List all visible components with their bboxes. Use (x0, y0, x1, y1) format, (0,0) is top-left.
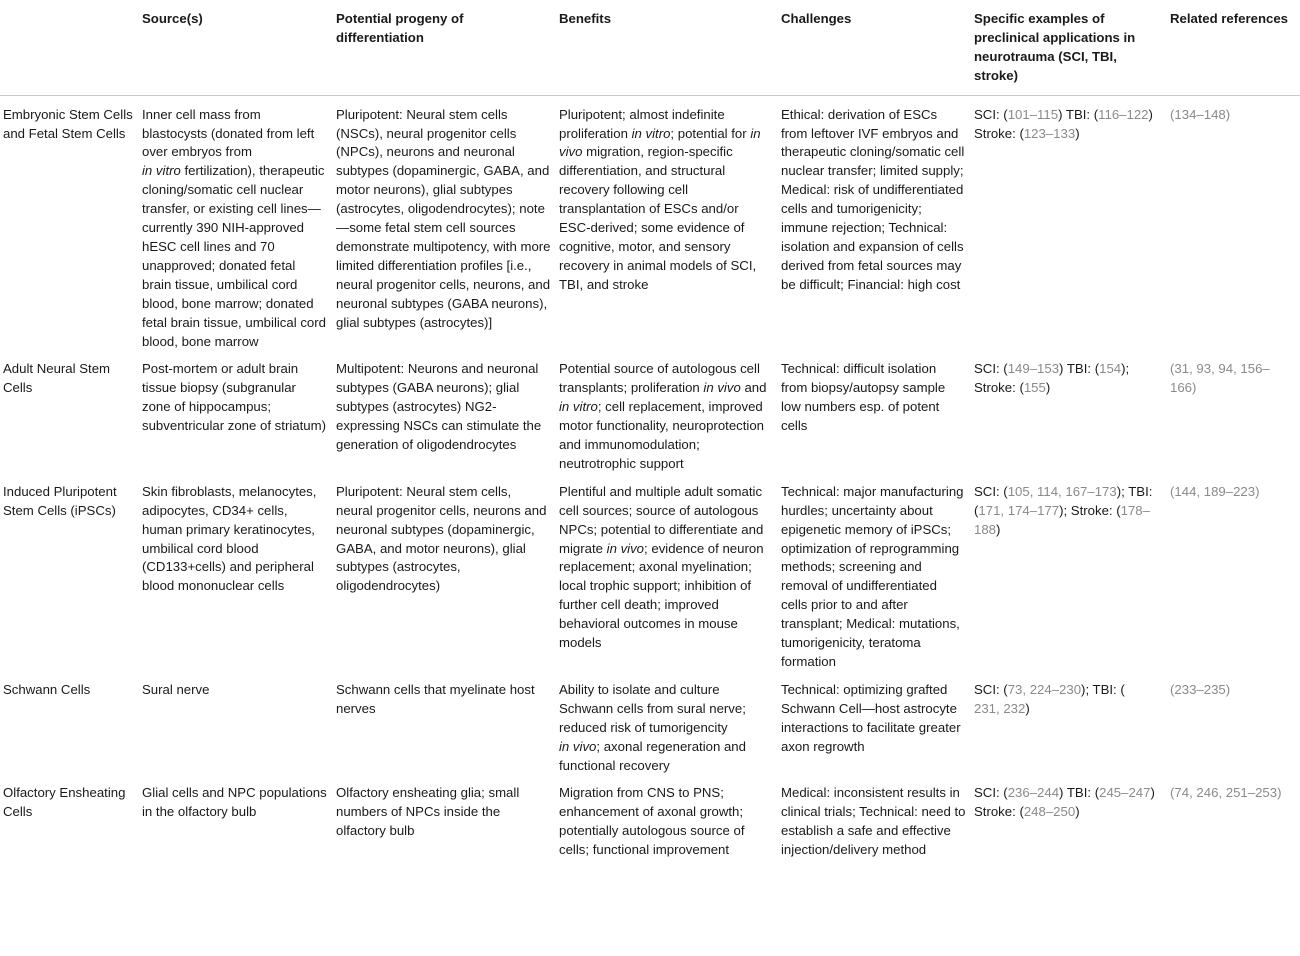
challenges-cell: Technical: difficult isolation from biopsy/autopsy sample low numbers esp. of potent cells (781, 361, 946, 434)
related-references-cell: (144, 189–223) (1170, 483, 1260, 499)
reference-link[interactable]: 149–153 (1007, 361, 1060, 377)
table-row (0, 672, 1300, 776)
cell-type: Adult Neural Stem Cells (3, 361, 111, 396)
reference-link[interactable]: 154 (1099, 361, 1122, 377)
reference-link[interactable]: 178–188 (974, 502, 1150, 537)
related-references-cell: (134–148) (1170, 106, 1231, 122)
reference-link[interactable]: 101–115 (1007, 106, 1059, 122)
benefits-cell: Potential source of autologous cell transplants; proliferation in vivo and in vitro; cell replacement, improved motor functionality, neuroprotection and immunomodulation; neutrotrophic support (559, 361, 767, 471)
reference-link[interactable]: 31, 93, 94, 156–166 (1170, 361, 1270, 396)
reference-link[interactable]: 236–244 (1007, 785, 1060, 801)
benefits-cell: Plentiful and multiple adult somatic cell sources; source of autologous NPCs; potential to differentiate and migrate in vivo; evidence of neuron replacement; axonal myelination; local trophic support; inhibition of further cell death; improved behavioral outcomes in mouse models (559, 483, 764, 651)
reference-link[interactable]: 245–247 (1099, 785, 1151, 801)
reference-link[interactable]: 248–250 (1023, 804, 1076, 820)
reference-link[interactable]: 155 (1023, 380, 1046, 396)
reference-link[interactable]: 144, 189–223 (1174, 483, 1256, 499)
related-references-cell: (74, 246, 251–253) (1170, 785, 1282, 801)
sources-cell: Post-mortem or adult brain tissue biopsy (subgranular zone of hippocampus; subventricular zone of striatum) (142, 361, 326, 434)
cell-type: Olfactory Ensheating Cells (3, 785, 126, 820)
reference-link[interactable]: 171, 174–177 (978, 502, 1060, 518)
challenges-cell: Technical: major manufacturing hurdles; uncertainty about epigenetic memory of iPSCs; optimization of reprogramming methods; screening and removal of undifferentiated cells prior to and after transplant; Medical: mutations, tumorigenicity, teratoma formation (781, 483, 964, 669)
progeny-cell: Schwann cells that myelinate host nerves (336, 681, 535, 716)
sources-cell: Sural nerve (142, 681, 210, 697)
table-row (0, 95, 1300, 351)
reference-link[interactable]: 116–122 (1098, 106, 1149, 122)
reference-link[interactable]: 231, 232 (974, 700, 1026, 716)
examples-cell: SCI: (101–115) TBI: (116–122) Stroke: (123–133) (974, 106, 1153, 141)
header-related-references: Related references (1170, 11, 1289, 26)
table-row (0, 474, 1300, 672)
examples-cell: SCI: (73, 224–230); TBI: ( 231, 232) (974, 681, 1125, 716)
reference-link[interactable]: 123–133 (1023, 125, 1076, 141)
sources-cell: Glial cells and NPC populations in the olfactory bulb (142, 785, 327, 820)
examples-cell: SCI: (149–153) TBI: (154); Stroke: (155) (974, 361, 1130, 396)
examples-cell: SCI: (105, 114, 167–173); TBI: (171, 174–177); Stroke: (178–188) (974, 483, 1153, 537)
table-row (0, 775, 1300, 860)
cell-type: Embryonic Stem Cells and Fetal Stem Cells (3, 106, 133, 141)
table-row (0, 351, 1300, 473)
progeny-cell: Olfactory ensheating glia; small numbers of NPCs inside the olfactory bulb (336, 785, 520, 839)
table-header-row (0, 0, 1300, 95)
header-benefits: Benefits (559, 11, 612, 26)
examples-cell: SCI: (236–244) TBI: (245–247) Stroke: (248–250) (974, 785, 1155, 820)
challenges-cell: Ethical: derivation of ESCs from leftover IVF embryos and therapeutic cloning/somatic cell nuclear transfer; limited supply; Medical: risk of undifferentiated cells and tumorigenicity; immune rejection; Technical: isolation and expansion of cells derived from fetal sources may be difficult; Financial: high cost (781, 106, 965, 292)
sources-cell: Inner cell mass from blastocysts (donated from left over embryos from in vitro fertilization), therapeutic cloning/somatic cell nuclear transfer, or existing cell lines—currently 390 NIH-approved hESC cell lines and 70 unapproved; donated fetal brain tissue, umbilical cord blood, bone marrow; donated fetal brain tissue, umbilical cord blood, bone marrow (142, 106, 326, 349)
benefits-cell: Ability to isolate and culture Schwann cells from sural nerve; reduced risk of tumorigencity in vivo; axonal regeneration and functional recovery (559, 681, 746, 773)
benefits-cell: Migration from CNS to PNS; enhancement of axonal growth; potentially autologous source of cells; functional improvement (559, 785, 745, 858)
reference-link[interactable]: 73, 224–230 (1007, 681, 1082, 697)
progeny-cell: Pluripotent: Neural stem cells (NSCs), neural progenitor cells (NPCs), neurons and neuronal subtypes (dopaminergic, GABA, and motor neurons), glial subtypes (astrocytes, oligodendrocytes); note—some fetal stem cell sources demonstrate multipotency, with more limited differentiation profiles [i.e., neural progenitor cells, neurons, and neuronal subtypes (GABA neurons), glial subtypes (astrocytes)] (336, 106, 551, 330)
progeny-cell: Multipotent: Neurons and neuronal subtypes (GABA neurons); glial subtypes (astrocytes) NG2-expressing NSCs can stimulate the generation of oligodendrocytes (336, 361, 542, 453)
reference-link[interactable]: 74, 246, 251–253 (1174, 785, 1278, 801)
cell-type: Schwann Cells (3, 681, 91, 697)
reference-link[interactable]: 233–235 (1174, 681, 1226, 697)
reference-link[interactable]: 134–148 (1174, 106, 1226, 122)
header-cell-type (0, 0, 138, 95)
related-references-cell: (31, 93, 94, 156–166) (1170, 361, 1270, 396)
benefits-cell: Pluripotent; almost indefinite proliferation in vitro; potential for in vivo migration, region-specific differentiation, and structural recovery following cell transplantation of ESCs and/or ESC-derived; some evidence of cognitive, motor, and sensory recovery in animal models of SCI, TBI, and stroke (559, 106, 761, 292)
sources-cell: Skin fibroblasts, melanocytes, adipocytes, CD34+ cells, human primary keratinocytes, umbilical cord blood (CD133+cells) and peripheral blood mononuclear cells (142, 483, 317, 594)
challenges-cell: Technical: optimizing grafted Schwann Cell—host astrocyte interactions to facilitate greater axon regrowth (781, 681, 961, 754)
header-sources: Source(s) (142, 11, 203, 26)
header-preclinical-examples: Specific examples of preclinical applications in neurotrauma (SCI, TBI, stroke) (974, 11, 1136, 83)
progeny-cell: Pluripotent: Neural stem cells, neural progenitor cells, neurons and neuronal subtypes (dopaminergic, GABA, and motor neurons), glial subtypes (astrocytes, oligodendrocytes) (336, 483, 547, 594)
reference-link[interactable]: 105, 114, 167–173 (1007, 483, 1117, 499)
cell-type: Induced Pluripotent Stem Cells (iPSCs) (3, 483, 117, 518)
header-progeny: Potential progeny of differentiation (336, 11, 464, 45)
related-references-cell: (233–235) (1170, 681, 1231, 697)
challenges-cell: Medical: inconsistent results in clinical trials; Technical: need to establish a safe and effective injection/delivery method (781, 785, 966, 858)
header-challenges: Challenges (781, 11, 852, 26)
